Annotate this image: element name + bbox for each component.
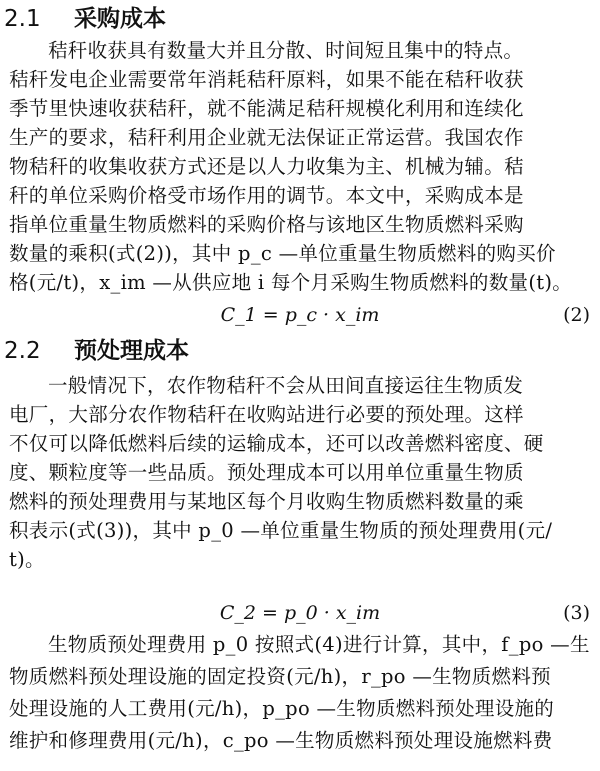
text-line: 积表示(式(3))，其中 p_0 —单位重量生物质的预处理费用(元/	[9, 519, 553, 542]
equation-2	[0, 300, 600, 330]
section-title: 预处理成本	[74, 338, 189, 364]
section-title: 采购成本	[74, 6, 166, 32]
text-line: 数量的乘积(式(2))，其中 p_c —单位重量生物质燃料的购买价	[9, 242, 556, 265]
text-line: 秸秆发电企业需要常年消耗秸秆原料，如果不能在秸秆收获	[9, 68, 524, 91]
text-line: 度、颗粒度等一些品质。预处理成本可以用单位重量生物质	[9, 461, 524, 484]
equation-number: (2)	[563, 304, 590, 326]
text-line: 秆的单位采购价格受市场作用的调节。本文中，采购成本是	[9, 184, 524, 207]
section-heading-2-1	[4, 2, 166, 36]
text-line: 一般情况下，农作物秸秆不会从田间直接运往生物质发	[48, 374, 524, 397]
equation-formula: C_2 = p_0 · x_im	[219, 602, 381, 624]
text-line: 格(元/t)，x_im —从供应地 i 每个月采购生物质燃料的数量(t)。	[9, 271, 573, 294]
text-line: 不仅可以降低燃料后续的运输成本，还可以改善燃料密度、硬	[9, 432, 544, 455]
text-line: 季节里快速收获秸秆，就不能满足秸秆规模化利用和连续化	[9, 97, 524, 120]
section-heading-2-2	[4, 334, 189, 368]
text-line: 秸秆收获具有数量大并且分散、时间短且集中的特点。	[48, 39, 524, 62]
equation-formula: C_1 = p_c · x_im	[220, 304, 380, 326]
text-line: 燃料的预处理费用与某地区每个月收购生物质燃料数量的乘	[9, 490, 524, 513]
equation-3	[0, 598, 600, 628]
text-line: t)。	[9, 548, 45, 571]
equation-number: (3)	[563, 602, 590, 624]
text-line: 物秸秆的收集收获方式还是以人力收集为主、机械为辅。秸	[9, 155, 524, 178]
text-line: 生产的要求，秸秆利用企业就无法保证正常运营。我国农作	[9, 126, 524, 149]
section-number: 2.2	[4, 338, 41, 364]
text-line: 处理设施的人工费用(元/h)，p_po —生物质燃料预处理设施的	[9, 697, 555, 720]
text-line: 物质燃料预处理设施的固定投资(元/h)，r_po —生物质燃料预	[9, 665, 551, 688]
text-line: 指单位重量生物质燃料的采购价格与该地区生物质燃料采购	[9, 213, 524, 236]
text-line: 生物质预处理费用 p_0 按照式(4)进行计算，其中，f_po —生	[48, 633, 590, 656]
section-number: 2.1	[4, 6, 41, 32]
text-line: 维护和修理费用(元/h)，c_po —生物质燃料预处理设施燃料费	[9, 729, 553, 752]
text-line: 电厂，大部分农作物秸秆在收购站进行必要的预处理。这样	[9, 403, 524, 426]
